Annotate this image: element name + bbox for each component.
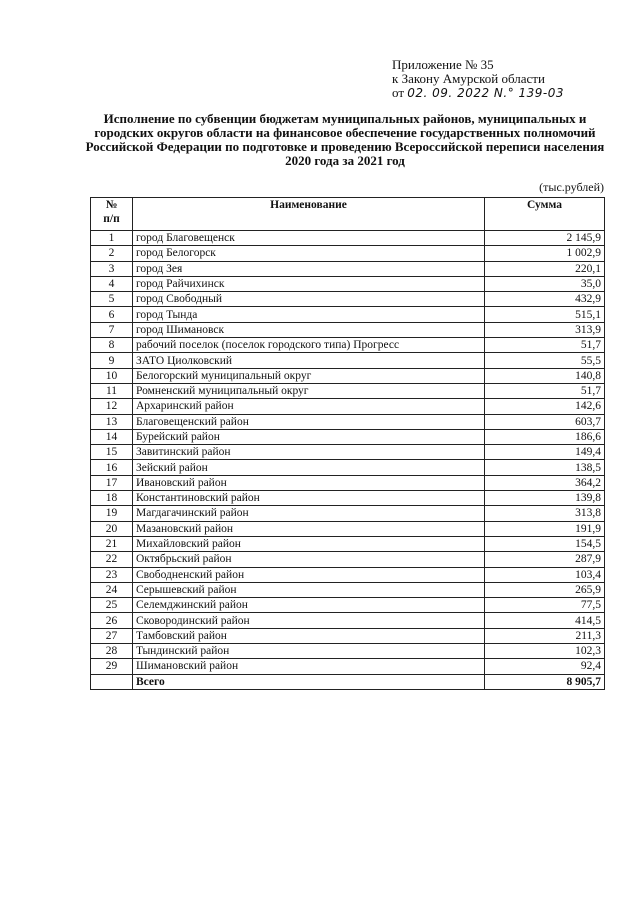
appendix-number: Приложение № 35 xyxy=(392,57,494,72)
row-number: 9 xyxy=(91,353,133,368)
header-number: № п/п xyxy=(91,198,133,231)
total-label: Всего xyxy=(133,674,485,689)
row-number: 14 xyxy=(91,429,133,444)
row-sum: 154,5 xyxy=(485,536,605,551)
row-sum: 186,6 xyxy=(485,429,605,444)
row-name: Константиновский район xyxy=(133,491,485,506)
row-sum: 35,0 xyxy=(485,276,605,291)
table-body xyxy=(91,231,605,690)
table-row xyxy=(91,338,605,353)
table-row xyxy=(91,399,605,414)
row-number: 22 xyxy=(91,552,133,567)
row-name: Мазановский район xyxy=(133,521,485,536)
row-number: 20 xyxy=(91,521,133,536)
row-number: 1 xyxy=(91,231,133,246)
row-name: ЗАТО Циолковский xyxy=(133,353,485,368)
table-row xyxy=(91,231,605,246)
row-sum: 102,3 xyxy=(485,644,605,659)
row-sum: 515,1 xyxy=(485,307,605,322)
row-number: 2 xyxy=(91,246,133,261)
row-name: Завитинский район xyxy=(133,445,485,460)
subvention-table xyxy=(90,197,605,690)
row-sum: 211,3 xyxy=(485,628,605,643)
row-number: 16 xyxy=(91,460,133,475)
row-number: 7 xyxy=(91,322,133,337)
table-row xyxy=(91,429,605,444)
row-sum: 139,8 xyxy=(485,491,605,506)
total-sum: 8 905,7 xyxy=(485,674,605,689)
row-number: 4 xyxy=(91,276,133,291)
row-number: 11 xyxy=(91,383,133,398)
header-sum: Сумма xyxy=(485,198,605,231)
table-row xyxy=(91,582,605,597)
table-row xyxy=(91,445,605,460)
appendix-block xyxy=(392,58,564,100)
row-name: Шимановский район xyxy=(133,659,485,674)
table-row xyxy=(91,644,605,659)
row-number: 27 xyxy=(91,628,133,643)
row-name: рабочий поселок (поселок городского типа) Прогресс xyxy=(133,338,485,353)
row-name: город Свободный xyxy=(133,292,485,307)
table-row xyxy=(91,521,605,536)
units-label: (тыс.рублей) xyxy=(539,180,604,194)
table-row xyxy=(91,261,605,276)
table-row xyxy=(91,567,605,582)
row-number: 15 xyxy=(91,445,133,460)
row-name: Тындинский район xyxy=(133,644,485,659)
table-row xyxy=(91,292,605,307)
table-row xyxy=(91,246,605,261)
row-sum: 313,8 xyxy=(485,506,605,521)
table-row xyxy=(91,628,605,643)
row-number: 5 xyxy=(91,292,133,307)
row-name: город Благовещенск xyxy=(133,231,485,246)
row-number: 29 xyxy=(91,659,133,674)
row-number: 17 xyxy=(91,475,133,490)
row-name: город Зея xyxy=(133,261,485,276)
table-header-row xyxy=(91,198,605,231)
row-number: 28 xyxy=(91,644,133,659)
row-number: 18 xyxy=(91,491,133,506)
row-name: город Райчихинск xyxy=(133,276,485,291)
row-sum: 77,5 xyxy=(485,598,605,613)
row-sum: 220,1 xyxy=(485,261,605,276)
row-number: 21 xyxy=(91,536,133,551)
row-name: Зейский район xyxy=(133,460,485,475)
header-name: Наименование xyxy=(133,198,485,231)
row-name: Бурейский район xyxy=(133,429,485,444)
row-sum: 138,5 xyxy=(485,460,605,475)
row-number: 19 xyxy=(91,506,133,521)
row-sum: 432,9 xyxy=(485,292,605,307)
appendix-law: к Закону Амурской области xyxy=(392,71,545,86)
row-number: 12 xyxy=(91,399,133,414)
row-sum: 287,9 xyxy=(485,552,605,567)
row-number: 24 xyxy=(91,582,133,597)
row-number: 8 xyxy=(91,338,133,353)
table-row xyxy=(91,322,605,337)
table-row xyxy=(91,353,605,368)
table-row xyxy=(91,475,605,490)
table-row xyxy=(91,383,605,398)
table-row xyxy=(91,276,605,291)
row-name: город Белогорск xyxy=(133,246,485,261)
row-sum: 364,2 xyxy=(485,475,605,490)
table-row xyxy=(91,307,605,322)
row-sum: 149,4 xyxy=(485,445,605,460)
row-name: город Тында xyxy=(133,307,485,322)
row-number: 3 xyxy=(91,261,133,276)
row-sum: 1 002,9 xyxy=(485,246,605,261)
table-row xyxy=(91,414,605,429)
row-sum: 103,4 xyxy=(485,567,605,582)
row-number: 26 xyxy=(91,613,133,628)
table-row xyxy=(91,613,605,628)
table-row xyxy=(91,368,605,383)
row-name: Ивановский район xyxy=(133,475,485,490)
row-sum: 2 145,9 xyxy=(485,231,605,246)
row-name: город Шимановск xyxy=(133,322,485,337)
row-name: Магдагачинский район xyxy=(133,506,485,521)
table-row xyxy=(91,552,605,567)
row-sum: 414,5 xyxy=(485,613,605,628)
row-name: Благовещенский район xyxy=(133,414,485,429)
row-name: Ромненский муниципальный округ xyxy=(133,383,485,398)
row-name: Селемджинский район xyxy=(133,598,485,613)
table-row xyxy=(91,598,605,613)
table-row xyxy=(91,536,605,551)
table-total-row xyxy=(91,674,605,689)
row-sum: 191,9 xyxy=(485,521,605,536)
row-name: Тамбовский район xyxy=(133,628,485,643)
table-row xyxy=(91,491,605,506)
row-name: Михайловский район xyxy=(133,536,485,551)
table-row xyxy=(91,659,605,674)
row-sum: 140,8 xyxy=(485,368,605,383)
row-name: Серышевский район xyxy=(133,582,485,597)
row-name: Белогорский муниципальный округ xyxy=(133,368,485,383)
document-title: Исполнение по субвенции бюджетам муниципальных районов, муниципальных и городских округов области на финансовое обеспечение государственных полномочий Российской Федерации по подготовке и проведению Всероссийской переписи населения 2020 года за 2021 год xyxy=(85,111,605,168)
row-number: 25 xyxy=(91,598,133,613)
row-sum: 603,7 xyxy=(485,414,605,429)
row-name: Архаринский район xyxy=(133,399,485,414)
table-row xyxy=(91,460,605,475)
table-row xyxy=(91,506,605,521)
appendix-date-line xyxy=(392,86,564,100)
row-sum: 92,4 xyxy=(485,659,605,674)
row-sum: 265,9 xyxy=(485,582,605,597)
row-number: 6 xyxy=(91,307,133,322)
row-number: 13 xyxy=(91,414,133,429)
appendix-handwritten-date: 02. 09. 2022 N.° 139-03 xyxy=(407,86,565,100)
row-sum: 51,7 xyxy=(485,383,605,398)
row-name: Октябрьский район xyxy=(133,552,485,567)
row-number: 23 xyxy=(91,567,133,582)
row-sum: 313,9 xyxy=(485,322,605,337)
row-name: Сковородинский район xyxy=(133,613,485,628)
appendix-date-prefix: от xyxy=(392,85,405,100)
row-number: 10 xyxy=(91,368,133,383)
row-sum: 142,6 xyxy=(485,399,605,414)
row-sum: 51,7 xyxy=(485,338,605,353)
row-sum: 55,5 xyxy=(485,353,605,368)
total-number-empty xyxy=(91,674,133,689)
row-name: Свободненский район xyxy=(133,567,485,582)
